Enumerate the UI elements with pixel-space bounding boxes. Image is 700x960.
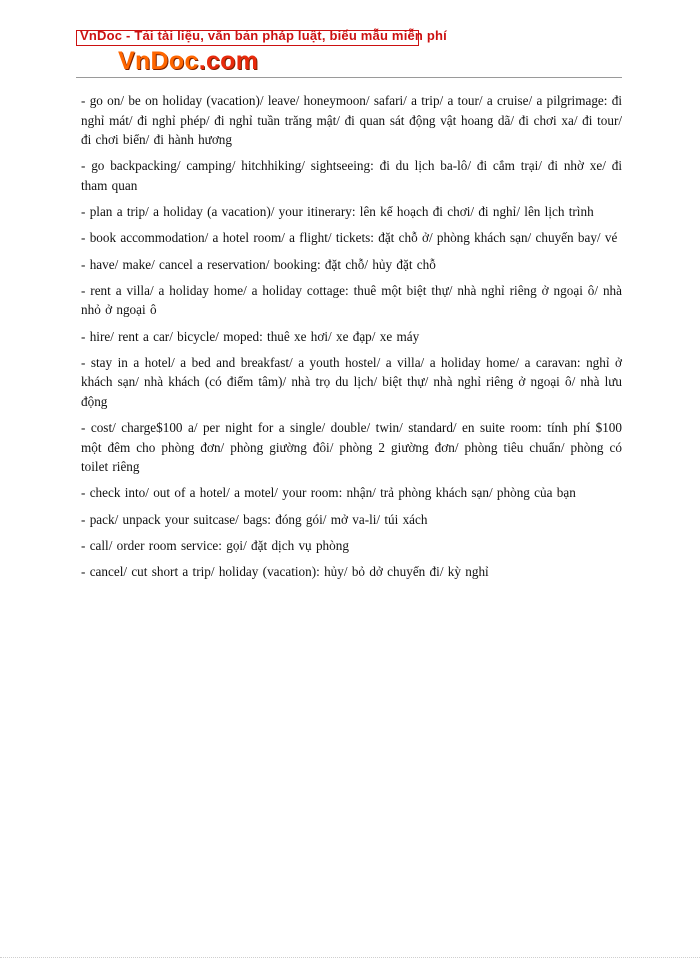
list-item: - hire/ rent a car/ bicycle/ moped: thuê xe hơi/ xe đạp/ xe máy (81, 328, 420, 344)
logo-vndoc-text: VnDoc (118, 47, 199, 75)
list-item: - book accommodation/ a hotel room/ a flight/ tickets: đặt chỗ ở/ phòng khách sạn/ chuyến bay/ vé (81, 230, 618, 246)
list-item: - cost/ charge$100 a/ per night for a single/ double/ twin/ standard/ en suite room: tính phí $100 một đêm cho phòng đơn/ phòng giường đôi/ phòng 2 giường đơn/ phòng tiêu chuẩn/ phòng có toilet riêng (81, 420, 622, 475)
list-item: - check into/ out of a hotel/ a motel/ your room: nhận/ trả phòng khách sạn/ phòng của bạn (81, 485, 576, 501)
page-bottom-border (0, 957, 700, 958)
logo-dot-text: . (198, 47, 206, 75)
logo-com-text: com (205, 47, 259, 75)
list-item: - rent a villa/ a holiday home/ a holiday cottage: thuê một biệt thự/ nhà nghỉ riêng ở ngoại ô/ nhà nhỏ ở ngoại ô (81, 282, 622, 318)
list-item: - stay in a hotel/ a bed and breakfast/ a youth hostel/ a villa/ a holiday home/ a caravan: nghỉ ở khách sạn/ nhà khách (có điểm tâm)/ nhà trọ du lịch/ biệt thự/ nhà nghỉ riêng ở ngoại ô/ nhà lưu động (81, 354, 622, 409)
vocabulary-list (81, 91, 622, 588)
list-item: - plan a trip/ a holiday (a vacation)/ your itinerary: lên kế hoạch đi chơi/ đi nghỉ/ lên lịch trình (81, 204, 594, 220)
list-item: - have/ make/ cancel a reservation/ booking: đặt chỗ/ hủy đặt chỗ (81, 256, 436, 272)
list-item: - cancel/ cut short a trip/ holiday (vacation): hủy/ bỏ dở chuyến đi/ kỳ nghỉ (81, 564, 489, 579)
list-item: - pack/ unpack your suitcase/ bags: đóng gói/ mở va-li/ túi xách (81, 511, 428, 527)
header-divider (76, 77, 622, 78)
list-item: - go on/ be on holiday (vacation)/ leave/ honeymoon/ safari/ a trip/ a tour/ a cruise/ a pilgrimage: đi nghỉ mát/ đi nghỉ phép/ đi nghỉ tuần trăng mật/ đi quan sát động vật hoang dã/ đi chơi xa/ đi tour/ đi chơi biển/ đi hành hương (81, 93, 622, 148)
list-item: - call/ order room service: gọi/ đặt dịch vụ phòng (81, 537, 349, 553)
vndoc-logo[interactable] (118, 47, 258, 76)
list-item: - go backpacking/ camping/ hitchhiking/ sightseeing: đi du lịch ba-lô/ đi cắm trại/ đi nhờ xe/ đi tham quan (81, 158, 622, 193)
header-banner-text: VnDoc - Tải tài liệu, văn bản pháp luật, biểu mẫu miễn phí (80, 28, 447, 43)
